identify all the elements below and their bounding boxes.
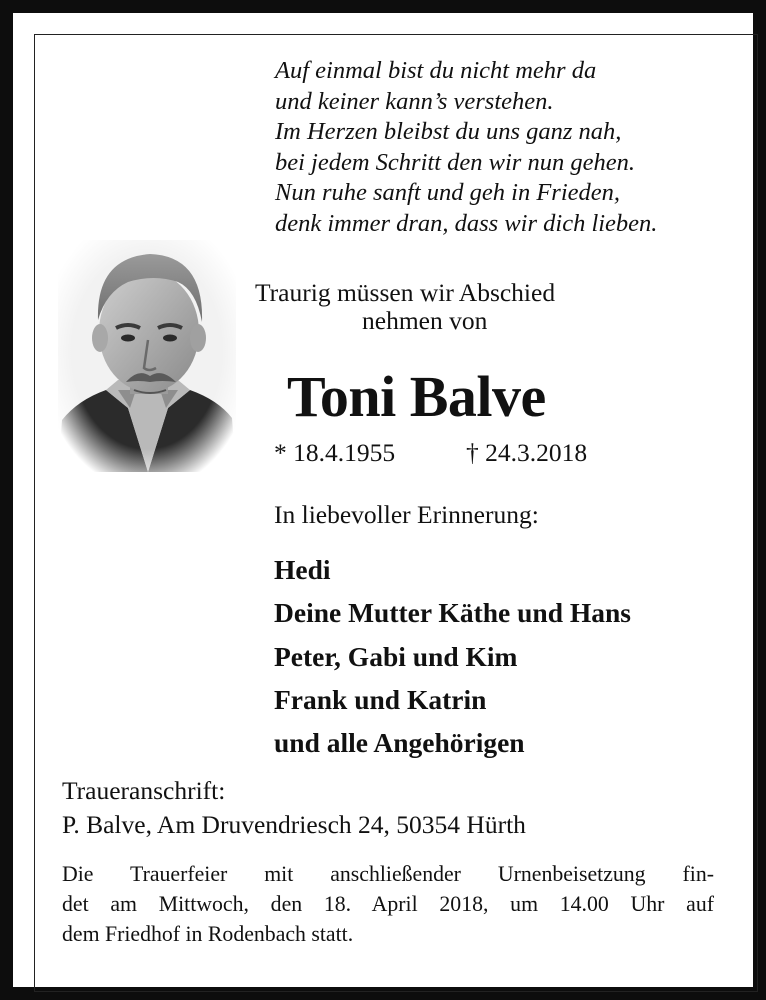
- portrait-photo: [58, 240, 236, 472]
- poem-line: und keiner kann’s verstehen.: [275, 87, 554, 115]
- service-line: Die Trauerfeier mit anschließender Urnenbeisetzung fin-: [62, 862, 714, 886]
- poem-line: bei jedem Schritt den wir nun gehen.: [275, 148, 635, 176]
- address-label: Traueranschrift:: [62, 776, 226, 805]
- birth-date: * 18.4.1955: [274, 438, 396, 467]
- mourner-line: und alle Angehörigen: [274, 727, 525, 759]
- mourner-line: Deine Mutter Käthe und Hans: [274, 597, 632, 629]
- address-value: P. Balve, Am Druvendriesch 24, 50354 Hürth: [62, 809, 526, 839]
- poem-line: Auf einmal bist du nicht mehr da: [275, 57, 597, 84]
- poem-line: Im Herzen bleibst du uns ganz nah,: [275, 118, 622, 145]
- service-line: det am Mittwoch, den 18. April 2018, um 14.00 Uhr auf: [62, 892, 714, 916]
- memorial-poem: [275, 56, 657, 239]
- funeral-service-notice: [62, 859, 714, 949]
- poem-line: Nun ruhe sanft und geh in Frieden,: [275, 179, 621, 206]
- mourner-line: Frank und Katrin: [274, 683, 487, 715]
- memory-heading: In liebevoller Erinnerung:: [274, 500, 539, 529]
- deceased-name: Toni Balve: [287, 364, 546, 429]
- poem-line: denk immer dran, dass wir dich lieben.: [275, 209, 658, 237]
- mourning-address: [62, 774, 526, 841]
- death-date: † 24.3.2018: [466, 438, 588, 467]
- mourners-list: [274, 548, 631, 764]
- intro-line: nehmen von: [362, 306, 488, 335]
- mourner-line: Peter, Gabi und Kim: [274, 640, 518, 672]
- mourner-line: Hedi: [274, 554, 331, 585]
- intro-text: [255, 279, 625, 335]
- intro-line: Traurig müssen wir Abschied: [255, 278, 556, 307]
- service-line: dem Friedhof in Rodenbach statt.: [62, 922, 354, 946]
